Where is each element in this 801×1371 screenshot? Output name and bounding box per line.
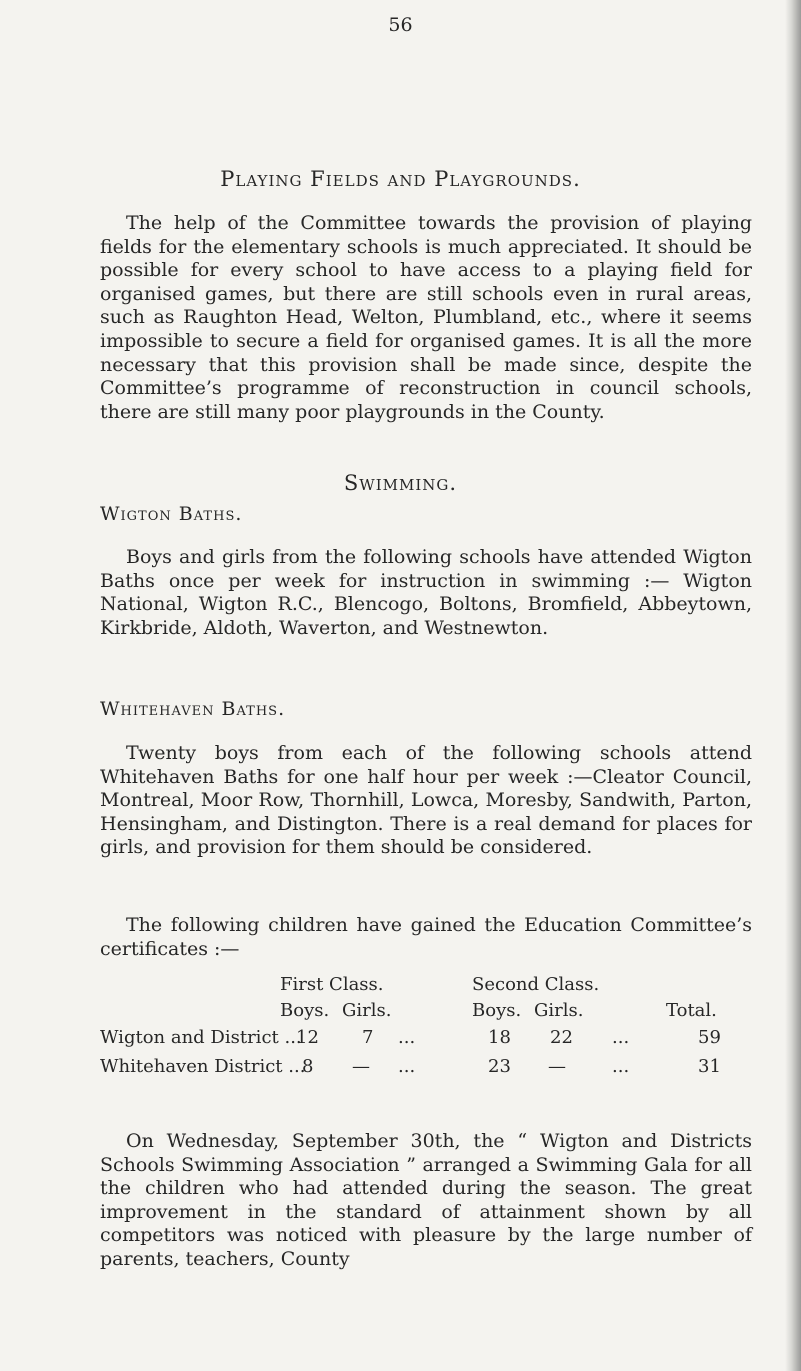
cell-leader: ... — [612, 1027, 630, 1048]
paragraph-wigton-baths — [100, 546, 752, 640]
paragraph-text: On Wednesday, September 30th, the “ Wigton and Districts Schools Swimming Association ” arranged a Swimming Gala for all the children who had attended during the season. The great improvement in the standard of attainment shown by all competitors was noticed with pleasure by the large number of parents, teachers, County — [100, 1130, 752, 1270]
header-girls-second: Girls. — [534, 1000, 584, 1021]
cell-girls-second: 22 — [550, 1027, 573, 1048]
paragraph-text: Boys and girls from the following schools have attended Wigton Baths once per week for instruction in swimming :— Wigton National, Wigton R.C., Blencogo, Boltons, Bromfield, Abbeytown, Kirkbride, Aldoth, Waverton, and Westnewton. — [100, 546, 752, 639]
table-row — [100, 1027, 752, 1049]
table-header-class — [100, 974, 752, 996]
cell-leader: ... — [398, 1027, 416, 1048]
table-header-sex — [100, 1000, 752, 1022]
header-girls-first: Girls. — [342, 1000, 392, 1021]
cell-girls-first: — — [352, 1056, 370, 1077]
header-boys-first: Boys. — [280, 1000, 330, 1021]
cell-total: 31 — [698, 1056, 721, 1077]
cell-boys-second: 18 — [488, 1027, 511, 1048]
section-heading-swimming: Swimming. — [343, 471, 458, 495]
cell-boys-first: 12 — [296, 1027, 319, 1048]
row-label: Whitehaven District ... — [100, 1056, 306, 1077]
paragraph-playing-fields — [100, 212, 752, 424]
row-label: Wigton and District ... — [100, 1027, 302, 1048]
certificates-table — [100, 974, 752, 1104]
section-heading-playing-fields: Playing Fields and Playgrounds. — [220, 167, 581, 191]
page-number: 56 — [388, 14, 413, 36]
header-first-class: First Class. — [280, 974, 384, 995]
cell-boys-first: 8 — [302, 1056, 314, 1077]
subheading-wigton-baths: Wigton Baths. — [100, 503, 243, 525]
paragraph-whitehaven-baths — [100, 742, 752, 860]
page-edge-shadow — [785, 0, 801, 1371]
paragraph-text: The help of the Committee towards the provision of playing fields for the elementary schools is much appreciated. It should be possible for every school to have access to a playing field for organised games, but there are still schools even in rural areas, such as Raughton Head, Welton, Plumbland, etc., where it seems impossible to secure a field for organised games. It is all the more necessary that this provision shall be made since, despite the Committee’s programme of reconstruction in council schools, there are still many poor playgrounds in the County. — [100, 212, 752, 423]
paragraph-swimming-gala — [100, 1130, 752, 1272]
cell-boys-second: 23 — [488, 1056, 511, 1077]
cell-leader: ... — [612, 1056, 630, 1077]
cell-girls-second: — — [548, 1056, 566, 1077]
paragraph-certificates — [100, 914, 752, 961]
header-second-class: Second Class. — [472, 974, 600, 995]
header-boys-second: Boys. — [472, 1000, 522, 1021]
paragraph-text: Twenty boys from each of the following schools attend Whitehaven Baths for one half hour per week :—Cleator Council, Montreal, Moor Row, Thornhill, Lowca, Moresby, Sandwith, Parton, Hensingham, and Distington. There is a real demand for places for girls, and provision for them should be considered. — [100, 742, 752, 859]
cell-girls-first: 7 — [362, 1027, 374, 1048]
cell-leader: ... — [398, 1056, 416, 1077]
subheading-whitehaven-baths: Whitehaven Baths. — [100, 698, 286, 720]
table-row — [100, 1056, 752, 1078]
cell-total: 59 — [698, 1027, 721, 1048]
paragraph-text: The following children have gained the Education Committee’s certificates :— — [100, 914, 752, 960]
header-total: Total. — [666, 1000, 717, 1021]
